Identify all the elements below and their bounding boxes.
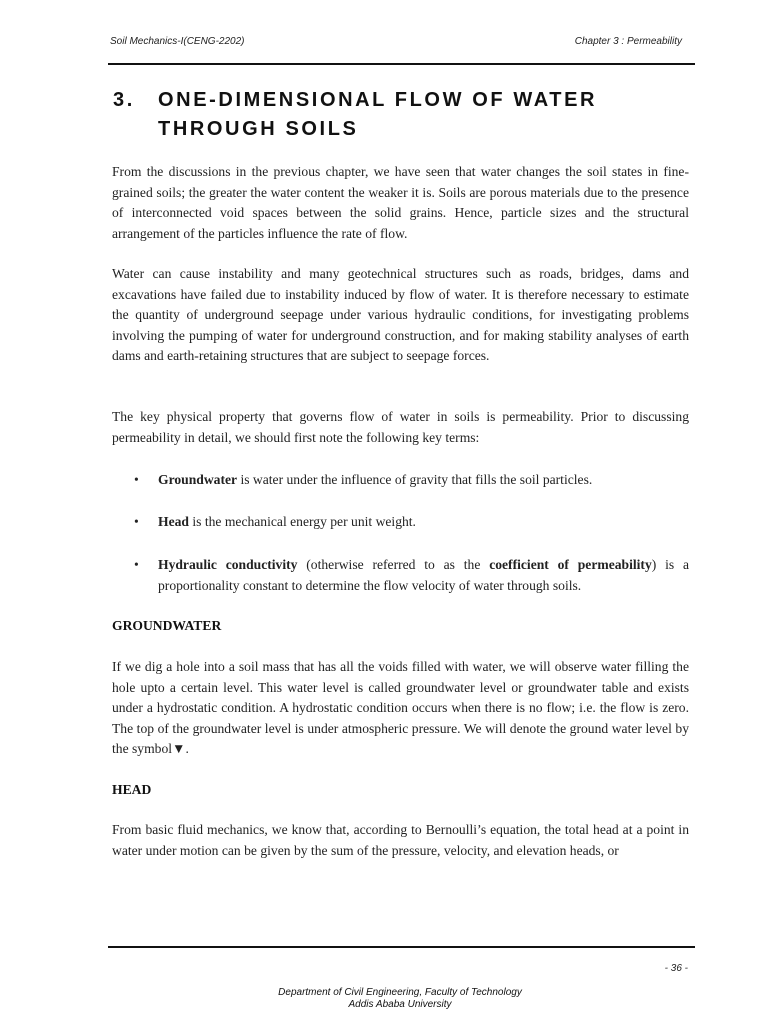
section-heading-groundwater: GROUNDWATER	[112, 618, 222, 633]
footer-rule	[108, 946, 695, 948]
running-header-course: Soil Mechanics-I(CENG-2202)	[110, 36, 245, 47]
bullet-head	[112, 512, 689, 533]
bullet-term: Hydraulic conductivity	[158, 557, 298, 572]
bullet-dot-icon: •	[134, 514, 139, 529]
water-level-symbol-icon: ▼	[172, 741, 186, 757]
bullet-dot-icon: •	[134, 557, 139, 572]
chapter-title	[113, 86, 673, 144]
chapter-number: 3.	[113, 89, 135, 111]
footer-department: Department of Civil Engineering, Faculty of Technology	[278, 987, 522, 998]
key-terms-paragraph: The key physical property that governs flow of water in soils is permeability. Prior to discussing permeability in detail, we should first note the following key terms:	[112, 409, 689, 445]
footer-university: Addis Ababa University	[348, 999, 452, 1010]
bullet-dot-icon: •	[134, 472, 139, 487]
bullet-text-end: ) is a proportionality constant to determine the flow velocity of water through soils.	[158, 557, 689, 593]
groundwater-text: If we dig a hole into a soil mass that has all the voids filled with water, we will observe water filling the hole upto a certain level. This water level is called groundwater level or groundwater table and exists under a hydrostatic condition. A hydrostatic condition occurs when there is no flow; i.e. the flow is zero. The top of the groundwater level is under atmospheric pressure. We will denote the ground water level by the symbol	[112, 659, 689, 757]
bullet-term: Head	[158, 514, 189, 529]
bullet-groundwater	[112, 470, 689, 491]
bullet-text: is the mechanical energy per unit weight.	[188, 514, 416, 529]
page-footer	[0, 987, 768, 1011]
bullet-text: (otherwise referred to as the	[297, 557, 490, 572]
chapter-title-text: ONE-DIMENSIONAL FLOW OF WATER THROUGH SOILS	[158, 89, 598, 140]
bullet-content	[158, 555, 689, 596]
page-number: - 36 -	[664, 963, 688, 974]
bullet-term-secondary: coefficient of permeability	[489, 557, 652, 572]
intro-paragraph: From the discussions in the previous chapter, we have seen that water changes the soil states in fine-grained soils; the greater the water content the weaker it is. Soils are porous materials due to the presence of interconnected void spaces between the solid grains. Hence, particle sizes and the structural arrangement of the particles influence the rate of flow.	[112, 164, 689, 241]
bullet-content	[158, 470, 689, 491]
running-header-chapter: Chapter 3 : Permeability	[574, 36, 682, 47]
bullet-hydraulic-conductivity	[112, 555, 689, 596]
bullet-text: is water under the influence of gravity that fills the soil particles.	[237, 472, 593, 487]
head-paragraph: From basic fluid mechanics, we know that, according to Bernoulli’s equation, the total head at a point in water under motion can be given by the sum of the pressure, velocity, and elevation heads, or	[112, 822, 689, 858]
bullet-term: Groundwater	[158, 472, 238, 487]
groundwater-paragraph	[112, 657, 689, 760]
header-rule	[108, 63, 695, 65]
bullet-content	[158, 512, 689, 533]
section-heading-head: HEAD	[112, 782, 152, 797]
instability-paragraph: Water can cause instability and many geotechnical structures such as roads, bridges, dams and excavations have failed due to instability induced by flow of water. It is therefore necessary to estimate the quantity of underground seepage under various hydraulic conditions, for investigating problems involving the pumping of water for underground construction, and for making stability analyses of earth dams and earth-retaining structures that are subject to seepage forces.	[112, 266, 689, 364]
groundwater-text-end: .	[185, 741, 189, 757]
